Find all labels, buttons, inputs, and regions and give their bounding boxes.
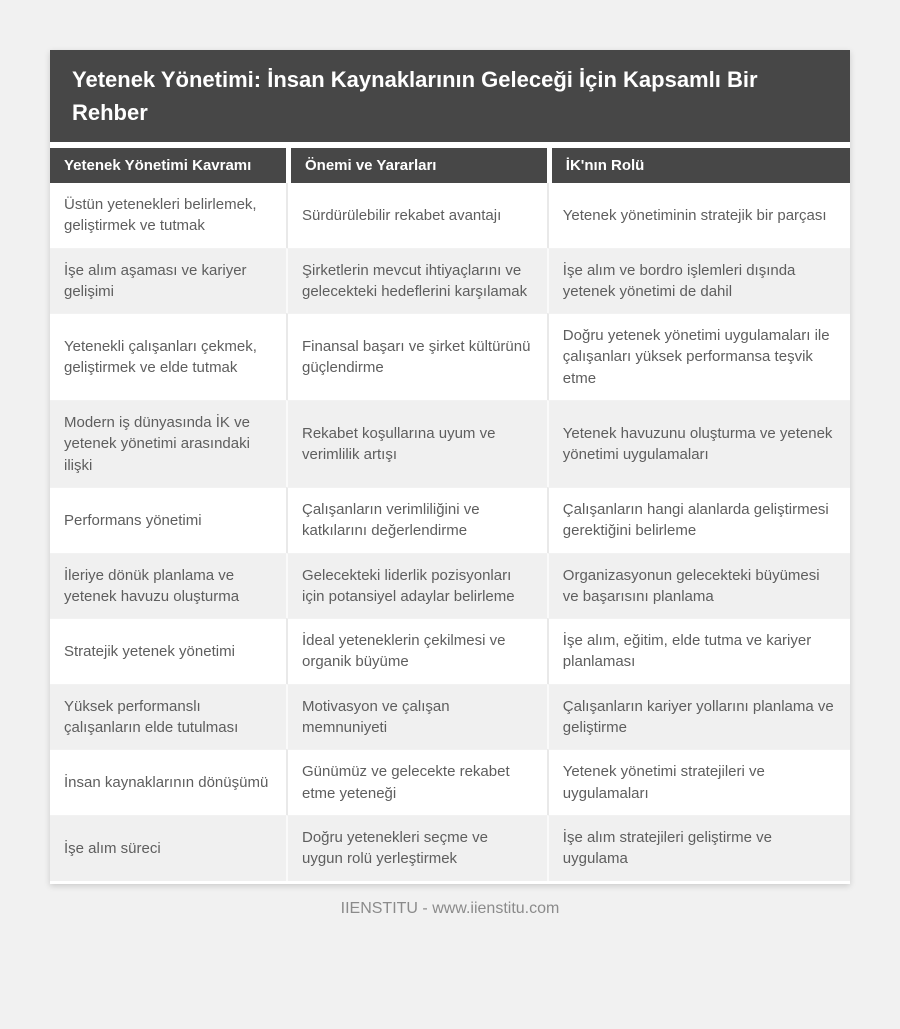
table-row <box>50 183 850 248</box>
table-cell: Sürdürülebilir rekabet avantajı <box>286 183 547 248</box>
column-header: Önemi ve Yararları <box>286 148 547 183</box>
table-row <box>50 248 850 314</box>
table-cell: Yetenek havuzunu oluşturma ve yetenek yönetimi uygulamaları <box>547 400 850 487</box>
table-cell: Yetenek yönetimi stratejileri ve uygulamaları <box>547 749 850 815</box>
table-body <box>50 183 850 881</box>
table-cell: İleriye dönük planlama ve yetenek havuzu oluşturma <box>50 553 286 619</box>
table-cell: Üstün yetenekleri belirlemek, geliştirmek ve tutmak <box>64 196 257 235</box>
table-cell: Çalışanların kariyer yollarını planlama ve geliştirme <box>547 684 850 750</box>
table-header-row <box>50 148 850 183</box>
table-cell: İnsan kaynaklarının dönüşümü <box>50 749 286 815</box>
talent-management-table <box>50 148 850 881</box>
table-cell: Günümüz ve gelecekte rekabet etme yeteneği <box>286 749 547 815</box>
table-cell: İşe alım süreci <box>50 815 286 881</box>
table-row <box>50 684 850 750</box>
table-cell: İşe alım stratejileri geliştirme ve uygulama <box>547 815 850 881</box>
table-cell: Doğru yetenekleri seçme ve uygun rolü yerleştirmek <box>286 815 547 881</box>
table-cell: Modern iş dünyasında İK ve yetenek yönetimi arasındaki ilişki <box>50 400 286 487</box>
table-row <box>50 553 850 619</box>
table-row <box>50 400 850 487</box>
table-row <box>50 487 850 553</box>
table-cell: İşe alım, eğitim, elde tutma ve kariyer planlaması <box>547 618 850 684</box>
page-title: Yetenek Yönetimi: İnsan Kaynaklarının Geleceği İçin Kapsamlı Bir Rehber <box>50 50 850 142</box>
table-cell: Yetenekli çalışanları çekmek, geliştirmek ve elde tutmak <box>50 313 286 400</box>
table-cell: Yüksek performanslı çalışanların elde tutulması <box>50 684 286 750</box>
table-cell: Yetenek yönetiminin stratejik bir parçası <box>547 183 850 248</box>
table-cell: Organizasyonun gelecekteki büyümesi ve başarısını planlama <box>547 553 850 619</box>
table-cell: Motivasyon ve çalışan memnuniyeti <box>286 684 547 750</box>
table-cell: Çalışanların hangi alanlarda geliştirmesi gerektiğini belirleme <box>547 487 850 553</box>
table-cell: Rekabet koşullarına uyum ve verimlilik artışı <box>286 400 547 487</box>
table-row <box>50 618 850 684</box>
table-cell: İşe alım ve bordro işlemleri dışında yetenek yönetimi de dahil <box>547 248 850 314</box>
table-cell: Şirketlerin mevcut ihtiyaçlarını ve gelecekteki hedeflerini karşılamak <box>286 248 547 314</box>
table-cell: Çalışanların verimliliğini ve katkılarını değerlendirme <box>286 487 547 553</box>
column-header: İK'nın Rolü <box>547 148 850 183</box>
infographic-card <box>50 50 850 884</box>
table-cell: Finansal başarı ve şirket kültürünü güçlendirme <box>286 313 547 400</box>
table-cell: Doğru yetenek yönetimi uygulamaları ile çalışanları yüksek performansa teşvik etme <box>547 313 850 400</box>
table-cell: İşe alım aşaması ve kariyer gelişimi <box>50 248 286 314</box>
table-cell: Gelecekteki liderlik pozisyonları için potansiyel adaylar belirleme <box>286 553 547 619</box>
footer-credit: IIENSTITU - www.iienstitu.com <box>340 899 560 917</box>
table-row <box>50 815 850 881</box>
table-row <box>50 313 850 400</box>
table-cell: Performans yönetimi <box>50 487 286 553</box>
table-cell: İdeal yeteneklerin çekilmesi ve organik büyüme <box>286 618 547 684</box>
column-header: Yetenek Yönetimi Kavramı <box>50 148 286 183</box>
table-cell: Stratejik yetenek yönetimi <box>50 618 286 684</box>
table-row <box>50 749 850 815</box>
